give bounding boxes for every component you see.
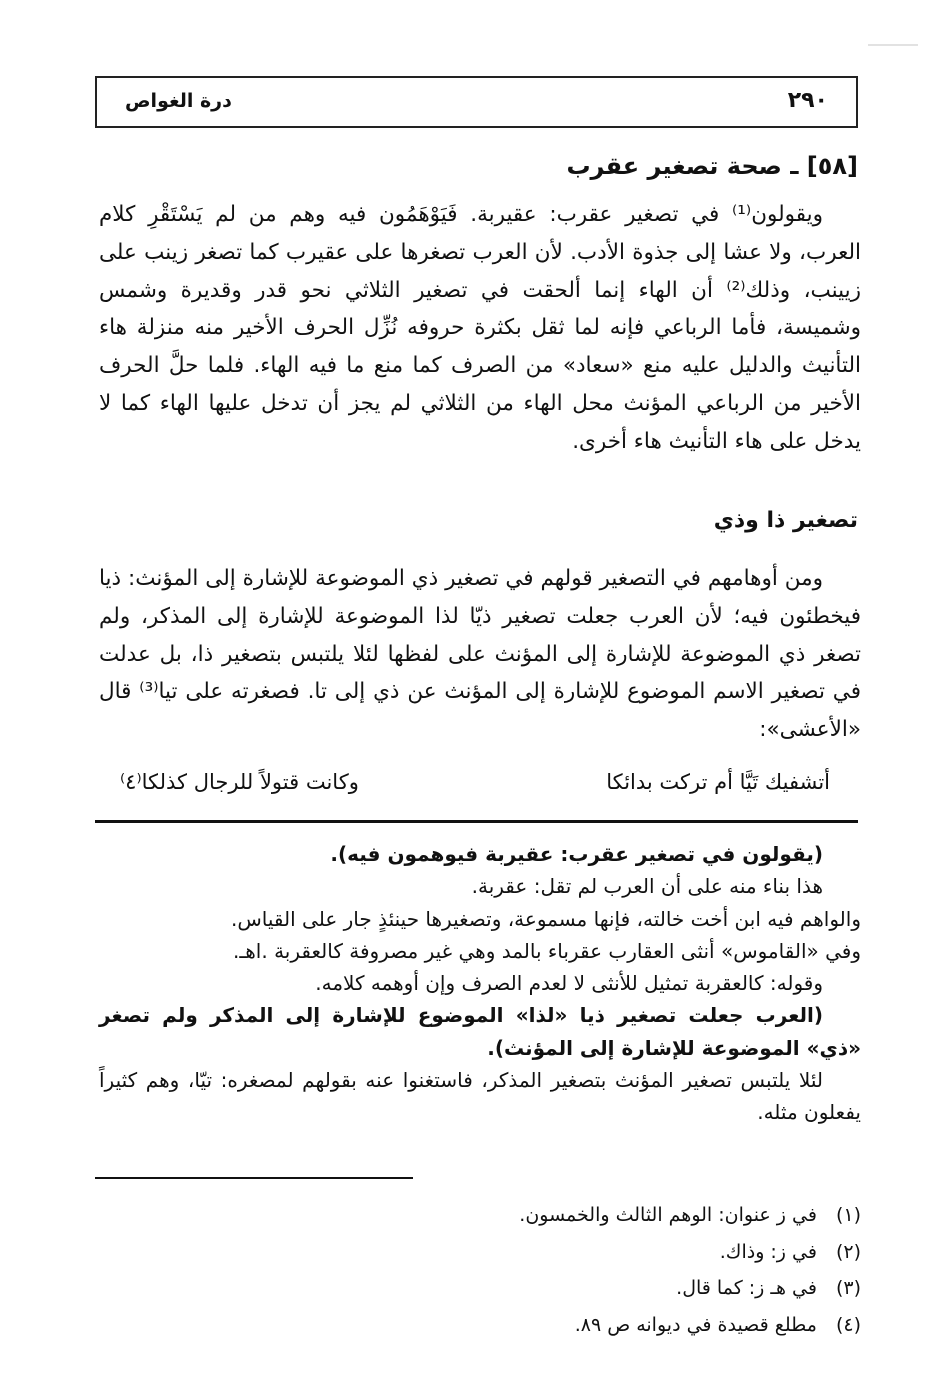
section-58-paragraph: ويقولون⁽¹⁾ في تصغير عقرب: عقيربة. فَيَوْهَمُون فيه وهم من لم يَسْتَقْرِ كلام العرب، ولا عشا إلى جذوة الأدب. لأن العرب تصغرها على عقيرب كما تصغر زينب على زيينب، وذلك⁽²⁾ أن الهاء إنما ألحقت في تصغير الثلاثي نحو قدر وقديرة وشمس وشميسة، فأما الرباعي فإنه لما ثقل بكثرة حروفه نُزِّل الحرف الأخير منه منزلة هاء التأنيث والدليل عليه منع «سعاد» من الصرف كما منع ما فيه الهاء. فلما حلَّ الحرف الأخير من الرباعي المؤنث محل الهاء من الثلاثي لم يجز أن تدخل عليها الهاء كما لا يدخل على هاء التأنيث هاء أخرى.	[99, 202, 861, 454]
note-line: لئلا يلتبس تصغير المؤنث بتصغير المذكر، فاستغنوا عنه بقولهم لمصغره: تيّا، وهم كثيراً يفعلون مثله.	[99, 1068, 861, 1125]
footnote-item	[101, 1270, 861, 1307]
footnote-text: في هـ ز: كما قال.	[676, 1277, 817, 1299]
footnote-number: (٢)	[835, 1240, 861, 1263]
note-line: وفي «القاموس» أنثى العقارب عقرباء بالمد وهي غير مصروفة كالعقربة .اهـ.	[233, 938, 861, 963]
section-58-body	[99, 196, 861, 461]
section-dha-dhi-paragraph: ومن أوهامهم في التصغير قولهم في تصغير ذي الموضوعة للإشارة إلى المؤنث: ذيا فيخطئون فيه؛ لأن العرب جعلت تصغير ذيّا لذا الموضوعة للإشارة إلى المذكر، ولم تصغر ذي الموضوعة للإشارة إلى المؤنث على لفظها لئلا يلتبس بتصغير ذا، بل عدلت في تصغير الاسم الموضوع للإشارة إلى المؤنث عن ذي إلى تا. فصغرته على تيا⁽³⁾ قال «الأعشى»:	[99, 566, 861, 743]
scan-mark	[868, 44, 918, 46]
note-line: (يقولون في تصغير عقرب: عقيربة فيوهمون فيه).	[330, 842, 823, 866]
verse-second-hemistich: وكانت قتولاً للرجال كذلكا⁽٤⁾	[120, 770, 359, 794]
commentary-notes	[99, 838, 861, 1129]
footnote-text: في ز: وذاك.	[719, 1240, 817, 1263]
footnote-number: (٤)	[835, 1313, 861, 1336]
poetry-verse	[120, 770, 830, 810]
section-heading-58: [٥٨] ـ صحة تصغير عقرب	[566, 152, 858, 180]
running-header	[95, 76, 858, 128]
footnote-item	[101, 1197, 861, 1234]
footnote-item	[101, 1307, 861, 1344]
section-heading-dha-dhi: تصغير ذا وذي	[713, 508, 858, 533]
footnotes	[101, 1197, 861, 1343]
verse-first-hemistich: أتشفيك تَيَّا أم تركت بدائكا	[606, 770, 830, 794]
note-line: وقوله: كالعقربة تمثيل للأنثى لا لعدم الصرف وإن أوهمه كلامه.	[315, 971, 823, 996]
footnote-item	[101, 1234, 861, 1271]
footnote-number: (٣)	[835, 1277, 861, 1299]
page-number: ٢٩٠	[787, 88, 828, 113]
note-line: والواهم فيه ابن أخت خالته، فإنها مسموعة، وتصغيرها حينئذٍ جار على القياس.	[231, 906, 861, 931]
footnote-number: (١)	[835, 1204, 861, 1226]
footnote-separator	[95, 1177, 413, 1179]
footnote-text: في ز عنوان: الوهم الثالث والخمسون.	[519, 1204, 817, 1226]
commentary-separator	[95, 820, 858, 823]
note-line: (العرب جعلت تصغير ذيا «لذا» الموضوع للإشارة إلى المذكر ولم تصغر «ذي» الموضوعة للإشارة إلى المؤنث).	[99, 1003, 861, 1060]
section-dha-dhi-body	[99, 560, 861, 749]
book-title: درة الغواص	[125, 90, 232, 112]
note-line: هذا بناء منه على أن العرب لم تقل: عقربة.	[471, 874, 823, 899]
footnote-text: مطلع قصيدة في ديوانه ص ٨٩.	[574, 1313, 817, 1336]
